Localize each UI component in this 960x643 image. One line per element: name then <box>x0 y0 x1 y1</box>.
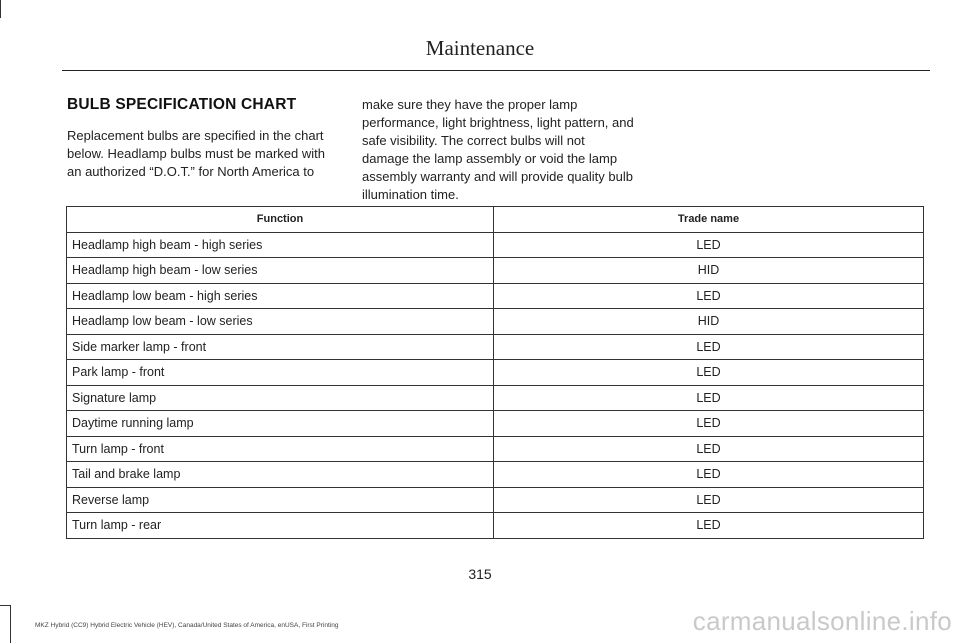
intro-paragraph-left: Replacement bulbs are specified in the chart below. Headlamp bulbs must be marked with an authorized “D.O.T.” for North America to <box>67 128 325 179</box>
cell-trade-name: HID <box>494 258 924 284</box>
bulb-specification-table <box>66 206 924 539</box>
intro-paragraph-right: make sure they have the proper lamp performance, light brightness, light pattern, and safe visibility. The correct bulbs will not damage the lamp assembly or void the lamp assembly warranty and will provide quality bulb illumination time. <box>362 97 634 202</box>
crop-mark-bottom-left-h <box>0 605 10 606</box>
column-header-trade-name: Trade name <box>494 207 924 233</box>
table-row <box>67 411 924 437</box>
cell-trade-name: LED <box>494 385 924 411</box>
cell-trade-name: LED <box>494 411 924 437</box>
cell-function: Headlamp low beam - high series <box>67 283 494 309</box>
cell-trade-name: LED <box>494 462 924 488</box>
cell-trade-name: LED <box>494 360 924 386</box>
table-row <box>67 232 924 258</box>
page-header-title: Maintenance <box>425 36 535 60</box>
cell-function: Reverse lamp <box>67 487 494 513</box>
cell-function: Tail and brake lamp <box>67 462 494 488</box>
table-row <box>67 436 924 462</box>
cell-trade-name: LED <box>494 513 924 539</box>
cell-trade-name: LED <box>494 436 924 462</box>
table-row <box>67 487 924 513</box>
cell-function: Headlamp low beam - low series <box>67 309 494 335</box>
table-row <box>67 283 924 309</box>
cell-function: Headlamp high beam - high series <box>67 232 494 258</box>
header-divider <box>62 70 930 71</box>
table-row <box>67 360 924 386</box>
table-row <box>67 309 924 335</box>
cell-trade-name: LED <box>494 487 924 513</box>
watermark: carmanualsonline.info <box>692 606 952 636</box>
cell-function: Headlamp high beam - low series <box>67 258 494 284</box>
intro-right-column <box>362 96 634 204</box>
publication-footer: MKZ Hybrid (CC9) Hybrid Electric Vehicle (HEV), Canada/United States of America, enUSA, First Printing <box>35 622 339 629</box>
page-number: 315 <box>468 566 492 582</box>
table-row <box>67 258 924 284</box>
cell-function: Side marker lamp - front <box>67 334 494 360</box>
crop-mark-bottom-left <box>10 605 11 643</box>
section-title: BULB SPECIFICATION CHART <box>67 96 297 113</box>
crop-mark-top-left <box>0 0 1 18</box>
table-row <box>67 385 924 411</box>
cell-function: Daytime running lamp <box>67 411 494 437</box>
table-row <box>67 513 924 539</box>
cell-trade-name: LED <box>494 232 924 258</box>
table-row <box>67 334 924 360</box>
cell-trade-name: HID <box>494 309 924 335</box>
cell-function: Signature lamp <box>67 385 494 411</box>
cell-function: Park lamp - front <box>67 360 494 386</box>
table-body <box>67 232 924 538</box>
cell-trade-name: LED <box>494 283 924 309</box>
cell-trade-name: LED <box>494 334 924 360</box>
table-header-row <box>67 207 924 233</box>
cell-function: Turn lamp - front <box>67 436 494 462</box>
table-row <box>67 462 924 488</box>
cell-function: Turn lamp - rear <box>67 513 494 539</box>
intro-left-column <box>67 96 339 181</box>
column-header-function: Function <box>67 207 494 233</box>
